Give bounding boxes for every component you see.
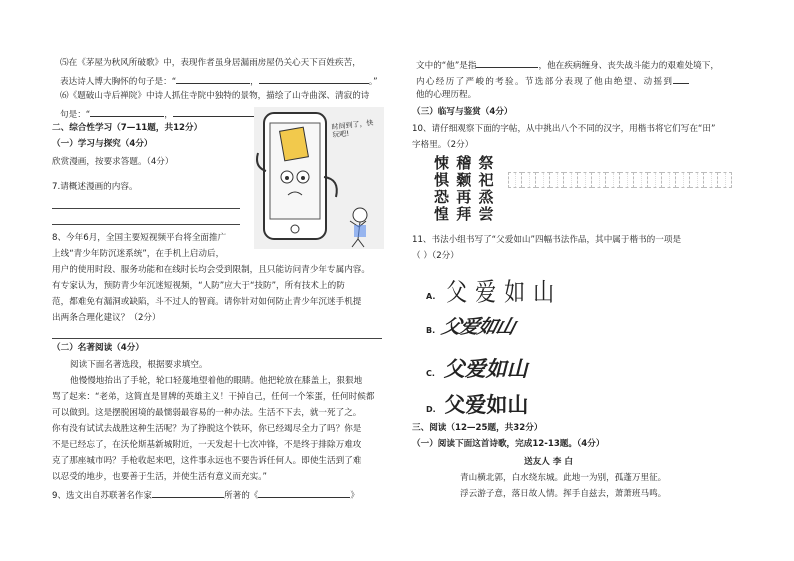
q8-answer-line[interactable] [52,338,382,339]
r-line1: 文中的“他”是指 ，他在疾病缠身、丧失战斗能力的艰难处境下， [416,61,719,71]
option-c-running-script: 父爱如山 [443,356,528,381]
cartoon-image [254,107,384,249]
option-a-seal-script: 父爱如山 [446,277,563,307]
callig-row-2: 惧 颡 祀 [434,171,495,189]
grid-cell-11[interactable] [648,172,662,188]
section-2-title: 二、综合性学习（7—11题，共12分） [52,123,203,133]
q8-line1: 8、今年6月，全国主要短视频平台将全面推广 [52,233,227,243]
calligraphy-sample [434,155,494,223]
grid-cell-7[interactable] [592,172,606,188]
q10-line2: 字格里。（2分） [412,140,474,150]
q6-line2: 句是：“ ， [60,108,274,120]
poem-line2: 浮云游子意，落日故人情。挥手自兹去，萧萧班马鸣。 [460,489,667,499]
passage-line2: 骂了起来：“老弟，这简直是冒牌的英雄主义！干掉自己，任何一个笨蛋，任何时候都 [52,392,375,402]
mental-blank[interactable] [673,75,689,84]
q7-prompt: 7.请概述漫画的内容。 [52,182,138,192]
q10-line1: 10、请仔细观察下面的字帖，从中挑出八个不同的汉字，用楷书将它们写在“田” [412,124,716,134]
grid-cell-1[interactable] [508,172,522,188]
q9-line: 9、选文出自苏联著名作家 所著的《 》 [52,491,359,501]
q6-line1: ⑹《题破山寺后禅院》中诗人抓住寺院中独特的景物，描绘了山寺曲深、清寂的诗 [60,91,370,101]
q11-line1: 11、书法小组书写了“父爱如山”四幅书法作品，其中属于楷书的一项是 [412,235,682,245]
option-d-regular-script: 父爱如山 [444,392,529,417]
q6-blank2[interactable] [173,108,265,117]
grid-cell-6[interactable] [578,172,592,188]
cartoon-bubble-text: 时间到了，快玩吧! [331,118,374,140]
reading-instruction: 阅读下面名著选段，根据要求填空。 [70,360,208,370]
subsection-1-title: （一）学习与探究（4分） [52,139,153,149]
grid-cell-3[interactable] [536,172,550,188]
option-b[interactable]: B. 父爱如山 [426,316,517,338]
q8-line4: 有专家认为，预防青少年沉迷短视频，“人防”应大于“技防”，所有技术上的防 [52,281,345,291]
q8-line2: 上线“青少年防沉迷系统”，在手机上启动后， [52,249,225,259]
option-c[interactable]: C. 父爱如山 [426,356,528,381]
q11-line2: （ ）（2分） [412,251,459,261]
poem-title: 送友人 李 白 [524,457,573,467]
callig-row-3: 恐 再 烝 [434,188,495,206]
option-b-cursive-script: 父爱如山 [439,316,517,338]
right-column [412,0,752,561]
q7-answer-line2[interactable] [52,224,240,225]
q9-blank-author[interactable] [152,489,224,498]
grid-cell-5[interactable] [564,172,578,188]
tianzige-grid[interactable] [508,172,732,188]
callig-row-4: 惶 拜 尝 [434,205,495,223]
r-line2: 内心经历了严峻的考验。节选部分表现了他由绝望、动摇到 [416,75,689,87]
q7-answer-line1[interactable] [52,208,240,209]
grid-cell-10[interactable] [634,172,648,188]
cartoon-instruction: 欣赏漫画，按要求答题。（4分） [52,157,174,167]
passage-line7: 以忍受的地步，也要善于生活，并使生活有意义而充实。” [52,472,267,482]
grid-cell-15[interactable] [704,172,718,188]
grid-cell-12[interactable] [662,172,676,188]
grid-cell-8[interactable] [606,172,620,188]
grid-cell-16[interactable] [718,172,732,188]
q8-line6: 出两条合理化建议？（2分） [52,313,161,323]
q5-line2: 表达诗人博大胸怀的句子是：“ ， 。” [60,77,378,87]
passage-line5: 不是已经忘了，在沃伦斯基新城附近，一天发起十七次冲锋，不是终于排除万难攻 [52,440,362,450]
passage-line6: 克了那座城市吗？手枪收起来吧，这件事永远也不要告诉任何人。即使生活到了难 [52,456,362,466]
q5-blank1[interactable] [176,75,250,84]
callig-row-1: 悚 稽 祭 [434,154,495,172]
passage-line4: 你有没有试试去战胜这种生活呢？为了挣脱这个铁环，你已经竭尽全力了吗？你是 [52,424,362,434]
grid-cell-14[interactable] [690,172,704,188]
section-3-title: 三、阅读（12—25题，共32分） [412,423,543,433]
passage-line3: 可以做到。这是摆脱困境的最懦弱最容易的一种办法。生活不下去，就一死了之。 [52,408,362,418]
r-line3: 他的心理历程。 [416,90,477,100]
passage-line1: 他慢慢地抬出了手轮，轮口轻蔑地望着他的眼睛。他把轮放在膝盖上，狠狠地 [70,376,363,386]
option-d[interactable]: D. 父爱如山 [426,392,529,417]
subsection-4-title: （一）阅读下面这首诗歌，完成12-13题。（4分） [412,439,605,449]
q8-line3: 用户的使用时段、服务功能和在线时长均会受到限制，且只能访问青少年专属内容。 [52,265,370,275]
option-a[interactable]: A. 父爱如山 [426,277,563,307]
grid-cell-13[interactable] [676,172,690,188]
hero-name-blank[interactable] [476,59,538,68]
q9-blank-book[interactable] [258,489,350,498]
left-column [52,0,390,561]
subsection-2-title: （二）名著阅读（4分） [52,343,144,353]
grid-cell-9[interactable] [620,172,634,188]
q5-line1: ⑸在《茅屋为秋风所破歌》中，表现作者虽身居漏雨房屋仍关心天下百姓疾苦， [60,58,361,68]
q5-blank2[interactable] [259,75,369,84]
q6-blank1[interactable] [90,108,164,117]
subsection-3-title: （三）临写与鉴赏（4分） [412,107,513,117]
poem-line1: 青山横北郭，白水绕东城。此地一为别，孤蓬万里征。 [460,473,667,483]
grid-cell-2[interactable] [522,172,536,188]
q8-line5: 范，都难免有漏洞或缺陷，斗不过人的智商。请你针对如何防止青少年沉迷手机提 [52,297,362,307]
grid-cell-4[interactable] [550,172,564,188]
